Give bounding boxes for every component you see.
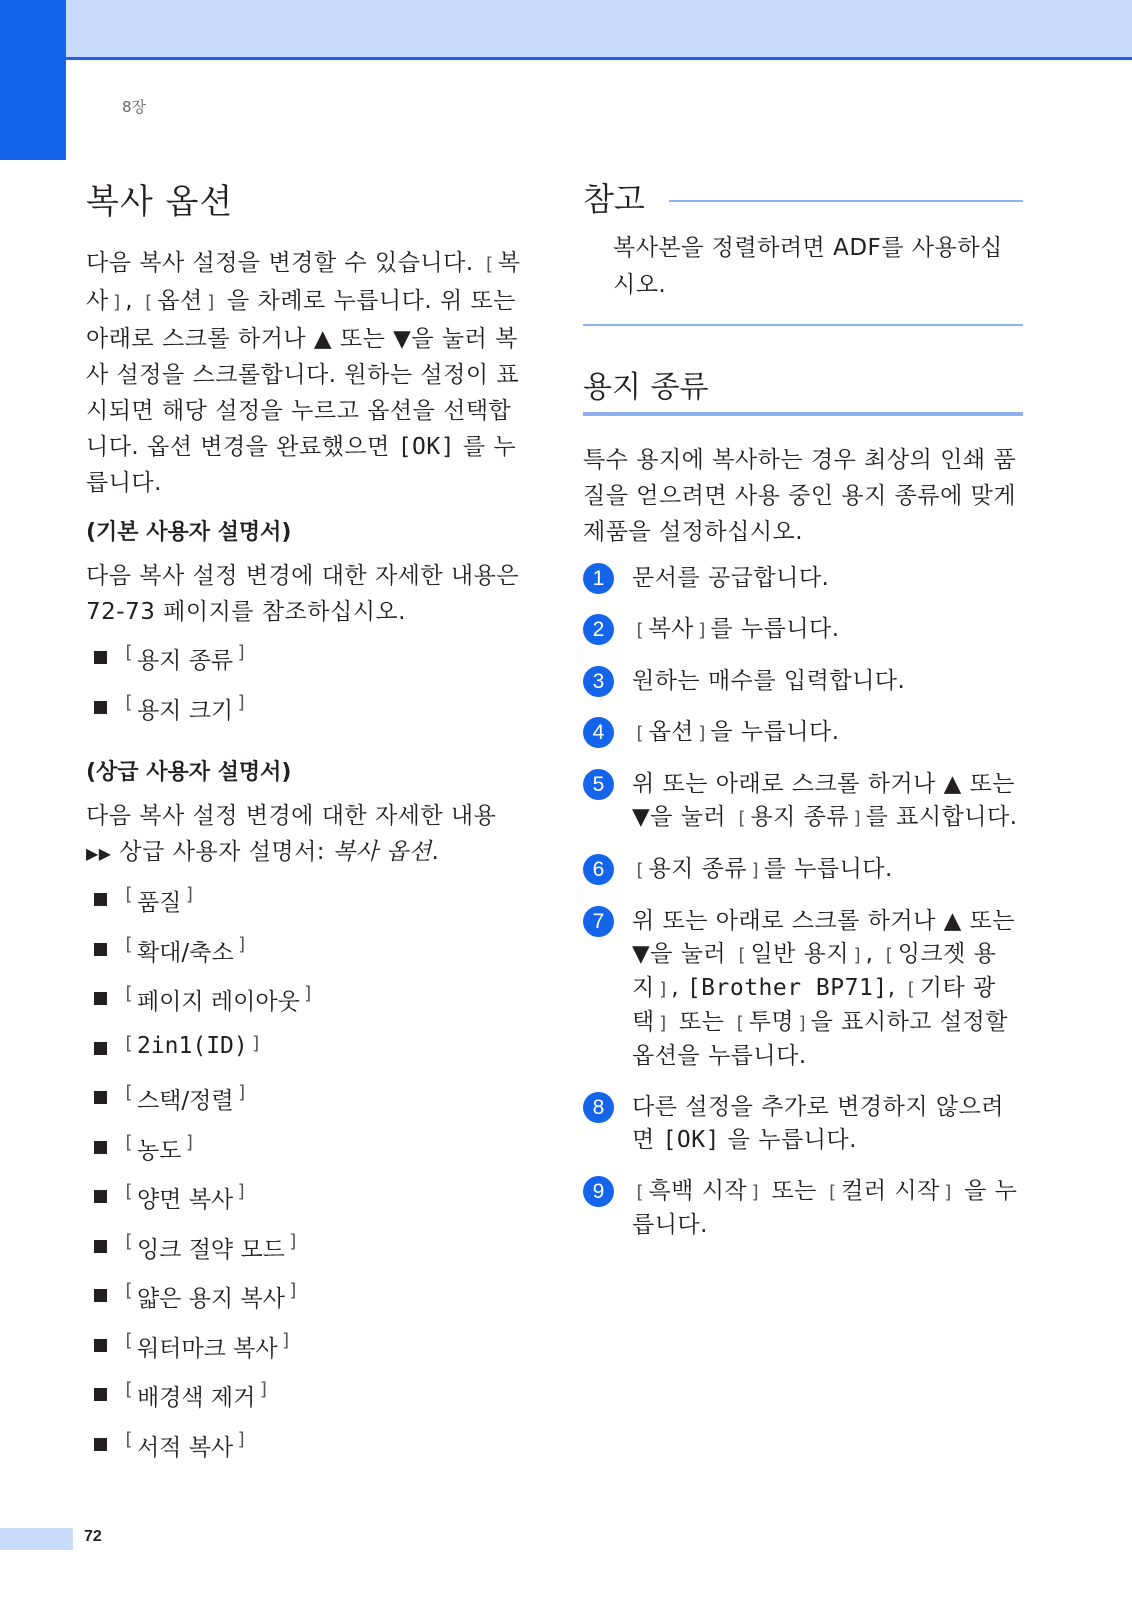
step-number: 6 bbox=[583, 854, 614, 885]
ok-key: [OK] bbox=[397, 434, 456, 460]
note-box bbox=[583, 174, 1023, 326]
basic-guide-heading: (기본 사용자 설명서) bbox=[86, 520, 292, 545]
intro-text-3: 위 또는 아래로 스크롤 하거나 ▲ 또는 ▼을 눌러 복사 설정을 스크롤합니다. 원하는 설정이 표시되면 해당 설정을 누르고 옵션을 선택합니다. 옵션 변경을 완료했으면 bbox=[86, 288, 520, 460]
advanced-guide-heading: (상급 사용자 설명서) bbox=[86, 760, 292, 785]
double-arrow-icon: ▶▶ bbox=[86, 844, 112, 863]
step-6: 6 [ 용지 종류 ] 를 누릅니다. bbox=[583, 853, 1023, 887]
note-rule bbox=[669, 200, 1023, 202]
section-rule bbox=[583, 412, 1023, 416]
step-number: 2 bbox=[583, 614, 614, 645]
list-item: [ 농도 ] bbox=[94, 1132, 526, 1182]
header-band bbox=[0, 0, 1132, 60]
left-column bbox=[86, 170, 526, 1478]
list-item: [ 확대/축소 ] bbox=[94, 934, 526, 984]
step-number: 5 bbox=[583, 769, 614, 800]
note-end-rule bbox=[583, 324, 1023, 326]
list-item: [ 양면 복사 ] bbox=[94, 1181, 526, 1231]
list-item: [ 워터마크 복사 ] bbox=[94, 1330, 526, 1380]
note-title: 참고 bbox=[583, 180, 645, 218]
basic-guide-paragraph: 다음 복사 설정 변경에 대한 자세한 내용은 72-73 페이지를 참조하십시오. bbox=[86, 563, 520, 625]
step-number: 1 bbox=[583, 563, 614, 594]
page-title: 복사 옵션 bbox=[86, 182, 234, 222]
step-2: 2 [ 복사 ] 를 누릅니다. bbox=[583, 613, 1023, 647]
copy-key: 복사 bbox=[86, 250, 521, 314]
note-body: 복사본을 정렬하려면 ADF를 사용하십시오. bbox=[613, 235, 1003, 298]
step-number: 4 bbox=[583, 717, 614, 748]
step-number: 7 bbox=[583, 906, 614, 937]
step-8: 8 다른 설정을 추가로 변경하지 않으려면 [OK] 을 누릅니다. bbox=[583, 1091, 1023, 1157]
step-1: 1 문서를 공급합니다. bbox=[583, 562, 1023, 595]
intro-paragraph: 다음 복사 설정을 변경할 수 있습니다. [ 복사 ] , [ 옵션 ] 을 차례로 누릅니다. 위 또는 아래로 스크롤 하거나 ▲ 또는 ▼을 눌러 복사 설정을 스크롤합니다. 원하는 설정이 표시되면 해당 설정을 누르고 옵션을 선택합니다. 옵션 변경을 완료했으면 [OK] 를 누릅니다. bbox=[86, 250, 521, 496]
step-3: 3 원하는 매수를 입력합니다. bbox=[583, 665, 1023, 698]
chapter-label: 8장 bbox=[122, 98, 147, 116]
steps-list bbox=[583, 562, 1023, 1242]
section-title: 용지 종류 bbox=[583, 370, 709, 405]
step-number: 8 bbox=[583, 1092, 614, 1123]
basic-settings-list bbox=[86, 642, 526, 741]
right-column bbox=[583, 170, 1023, 1260]
list-item: [ 잉크 절약 모드 ] bbox=[94, 1231, 526, 1281]
step-4: 4 [ 옵션 ] 을 누릅니다. bbox=[583, 716, 1023, 750]
page-number: 72 bbox=[84, 1528, 102, 1545]
advanced-settings-list bbox=[86, 884, 526, 1478]
step-number: 9 bbox=[583, 1176, 614, 1207]
advanced-guide-paragraph: 다음 복사 설정 변경에 대한 자세한 내용 ▶▶ 상급 사용자 설명서: 복사 옵션. bbox=[86, 803, 497, 865]
step-5: 5 위 또는 아래로 스크롤 하거나 ▲ 또는 ▼을 눌러 [ 용지 종류 ] 를 표시합니다. bbox=[583, 768, 1023, 835]
list-item: [ 배경색 제거 ] bbox=[94, 1379, 526, 1429]
intro-text-1: 다음 복사 설정을 변경할 수 있습니다. bbox=[86, 250, 474, 276]
step-number: 3 bbox=[583, 666, 614, 697]
list-item: [ 용지 크기 ] bbox=[94, 692, 526, 742]
intro-text-2: 을 차례로 누릅니다. bbox=[227, 288, 433, 314]
step-7: 7 위 또는 아래로 스크롤 하거나 ▲ 또는 ▼을 눌러 [ 일반 용지 ] , [ 잉크젯 용지 ] , [Brother BP71], [ 기타 광택 ] 또는 [ 투명 ] 을 표시하고 설정할 옵션을 누릅니다. bbox=[583, 905, 1023, 1073]
intro-text-4: 를 누릅니다. bbox=[86, 434, 517, 496]
page-number-bar bbox=[0, 1528, 73, 1550]
list-item: [ 스택/정렬 ] bbox=[94, 1082, 526, 1132]
list-item: [ 페이지 레이아웃 ] bbox=[94, 983, 526, 1033]
section-paragraph: 특수 용지에 복사하는 경우 최상의 인쇄 품질을 얻으려면 사용 중인 용지 종류에 맞게 제품을 설정하십시오. bbox=[583, 447, 1017, 545]
list-item: [ 품질 ] bbox=[94, 884, 526, 934]
list-item: [ 얇은 용지 복사 ] bbox=[94, 1280, 526, 1330]
chapter-tab bbox=[0, 0, 66, 160]
list-item: [ 서적 복사 ] bbox=[94, 1429, 526, 1479]
step-9: 9 [ 흑백 시작 ] 또는 [ 컬러 시작 ] 을 누릅니다. bbox=[583, 1175, 1023, 1242]
options-key: 옵션 bbox=[157, 288, 203, 314]
list-item: [ 용지 종류 ] bbox=[94, 642, 526, 692]
list-item: [ 2in1(ID) ] bbox=[94, 1033, 526, 1083]
